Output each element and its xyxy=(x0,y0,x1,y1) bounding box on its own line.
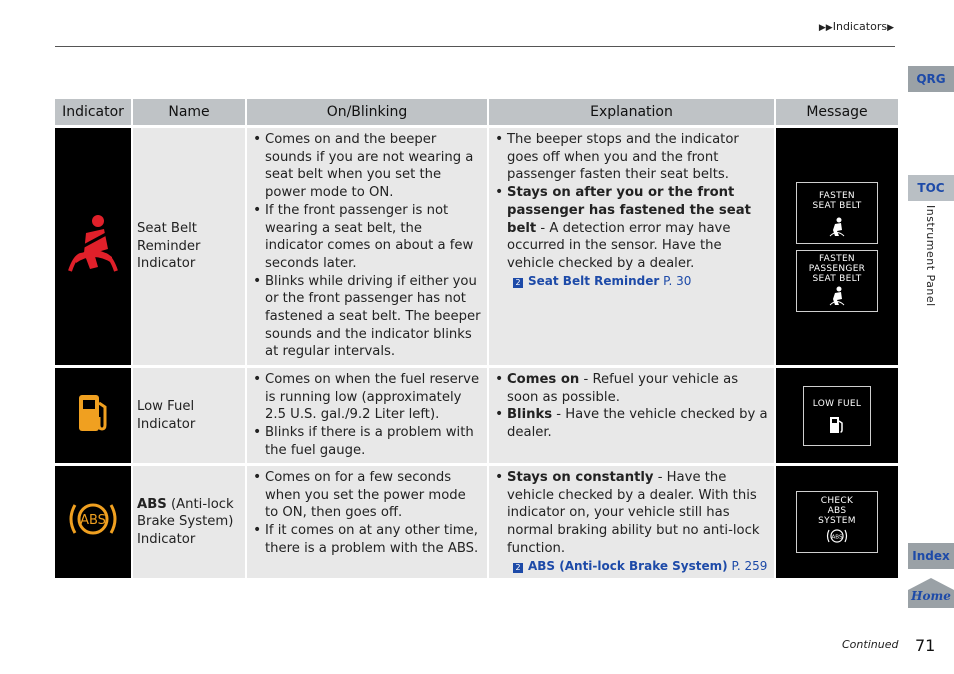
header-rule xyxy=(55,46,895,47)
message-cell xyxy=(776,466,898,578)
header-explanation: Explanation xyxy=(489,99,774,125)
indicator-table xyxy=(53,96,900,581)
name-cell: Seat Belt Reminder Indicator xyxy=(133,128,245,365)
section-label: Instrument Panel xyxy=(924,205,937,307)
home-button[interactable] xyxy=(908,578,954,608)
on-blinking-cell xyxy=(247,466,487,578)
table-row xyxy=(55,368,898,463)
reference-icon: 2 xyxy=(513,278,523,288)
svg-text:ABS: ABS xyxy=(80,513,106,529)
list-item: • Blinks if there is a problem with the fuel gauge. xyxy=(265,424,483,459)
list-item: • Comes on - Refuel your vehicle as soon as possible. xyxy=(507,371,770,406)
indicator-cell xyxy=(55,128,131,365)
seat-belt-icon xyxy=(827,217,847,237)
explanation-cell xyxy=(489,368,774,463)
table-header-row xyxy=(55,99,898,125)
abs-link[interactable]: 2 ABS (Anti-lock Brake System) P. 259 xyxy=(513,558,770,576)
seat-belt-icon xyxy=(827,286,847,306)
message-fasten-passenger-seat-belt: FASTEN PASSENGER SEAT BELT xyxy=(796,250,878,312)
table-row xyxy=(55,128,898,365)
list-item: • The beeper stops and the indicator goes off when you and the front passenger fasten their seat belts. xyxy=(507,131,770,184)
explanation-cell xyxy=(489,466,774,578)
message-cell xyxy=(776,128,898,365)
list-item: • Blinks - Have the vehicle checked by a dealer. xyxy=(507,406,770,441)
seat-belt-reminder-icon xyxy=(64,213,122,275)
home-icon xyxy=(908,578,954,608)
abs-icon xyxy=(66,499,120,539)
toc-tab[interactable]: TOC xyxy=(908,175,954,201)
name-cell: ABS (Anti-lock Brake System) Indicator xyxy=(133,466,245,578)
list-item: • Stays on after you or the front passenger has fastened the seat belt - A detection error may have occurred in the sensor. Have the vehicle checked by a dealer. xyxy=(507,184,770,273)
breadcrumb[interactable]: ▶▶Indicators▶ xyxy=(818,20,894,33)
page-number: 71 xyxy=(915,636,936,655)
list-item: • Comes on when the fuel reserve is running low (approximately 2.5 U.S. gal./9.2 Liter left). xyxy=(265,371,483,424)
list-item: • Comes on and the beeper sounds if you are not wearing a seat belt when you set the power mode to ON. xyxy=(265,131,483,202)
continued-label: Continued xyxy=(842,638,899,651)
message-low-fuel: LOW FUEL xyxy=(803,386,871,446)
message-fasten-seat-belt: FASTEN SEAT BELT xyxy=(796,182,878,244)
qrg-tab[interactable]: QRG xyxy=(908,66,954,92)
list-item: • If the front passenger is not wearing a seat belt, the indicator comes on about a few seconds later. xyxy=(265,202,483,273)
on-blinking-cell xyxy=(247,368,487,463)
header-message: Message xyxy=(776,99,898,125)
list-item: • Blinks while driving if either you or the front passenger has not fastened a seat belt. The beeper sounds and the indicator blinks at regular intervals. xyxy=(265,273,483,362)
table-row xyxy=(55,466,898,578)
list-item: • Comes on for a few seconds when you set the power mode to ON, then goes off. xyxy=(265,469,483,522)
fuel-pump-icon xyxy=(828,415,846,435)
reference-icon: 2 xyxy=(513,563,523,573)
name-cell: Low Fuel Indicator xyxy=(133,368,245,463)
indicator-cell xyxy=(55,466,131,578)
on-blinking-cell xyxy=(247,128,487,365)
low-fuel-icon xyxy=(73,391,113,435)
double-arrow-icon: ▶▶ xyxy=(818,23,833,33)
explanation-cell xyxy=(489,128,774,365)
list-item: • If it comes on at any other time, there is a problem with the ABS. xyxy=(265,522,483,557)
arrow-icon: ▶ xyxy=(887,23,894,33)
message-cell xyxy=(776,368,898,463)
header-name: Name xyxy=(133,99,245,125)
list-item: • Stays on constantly - Have the vehicle checked by a dealer. With this indicator on, your vehicle still has normal braking ability but no anti-lock function. xyxy=(507,469,770,558)
abs-small-icon xyxy=(826,528,848,544)
header-on-blinking: On/Blinking xyxy=(247,99,487,125)
svg-text:ABS: ABS xyxy=(831,534,843,541)
seat-belt-reminder-link[interactable]: 2 Seat Belt Reminder P. 30 xyxy=(513,273,770,291)
index-tab[interactable]: Index xyxy=(908,543,954,569)
header-indicator: Indicator xyxy=(55,99,131,125)
message-check-abs-system: CHECK ABS SYSTEM ABS xyxy=(796,491,878,553)
indicator-cell xyxy=(55,368,131,463)
svg-text:Home: Home xyxy=(911,589,951,603)
